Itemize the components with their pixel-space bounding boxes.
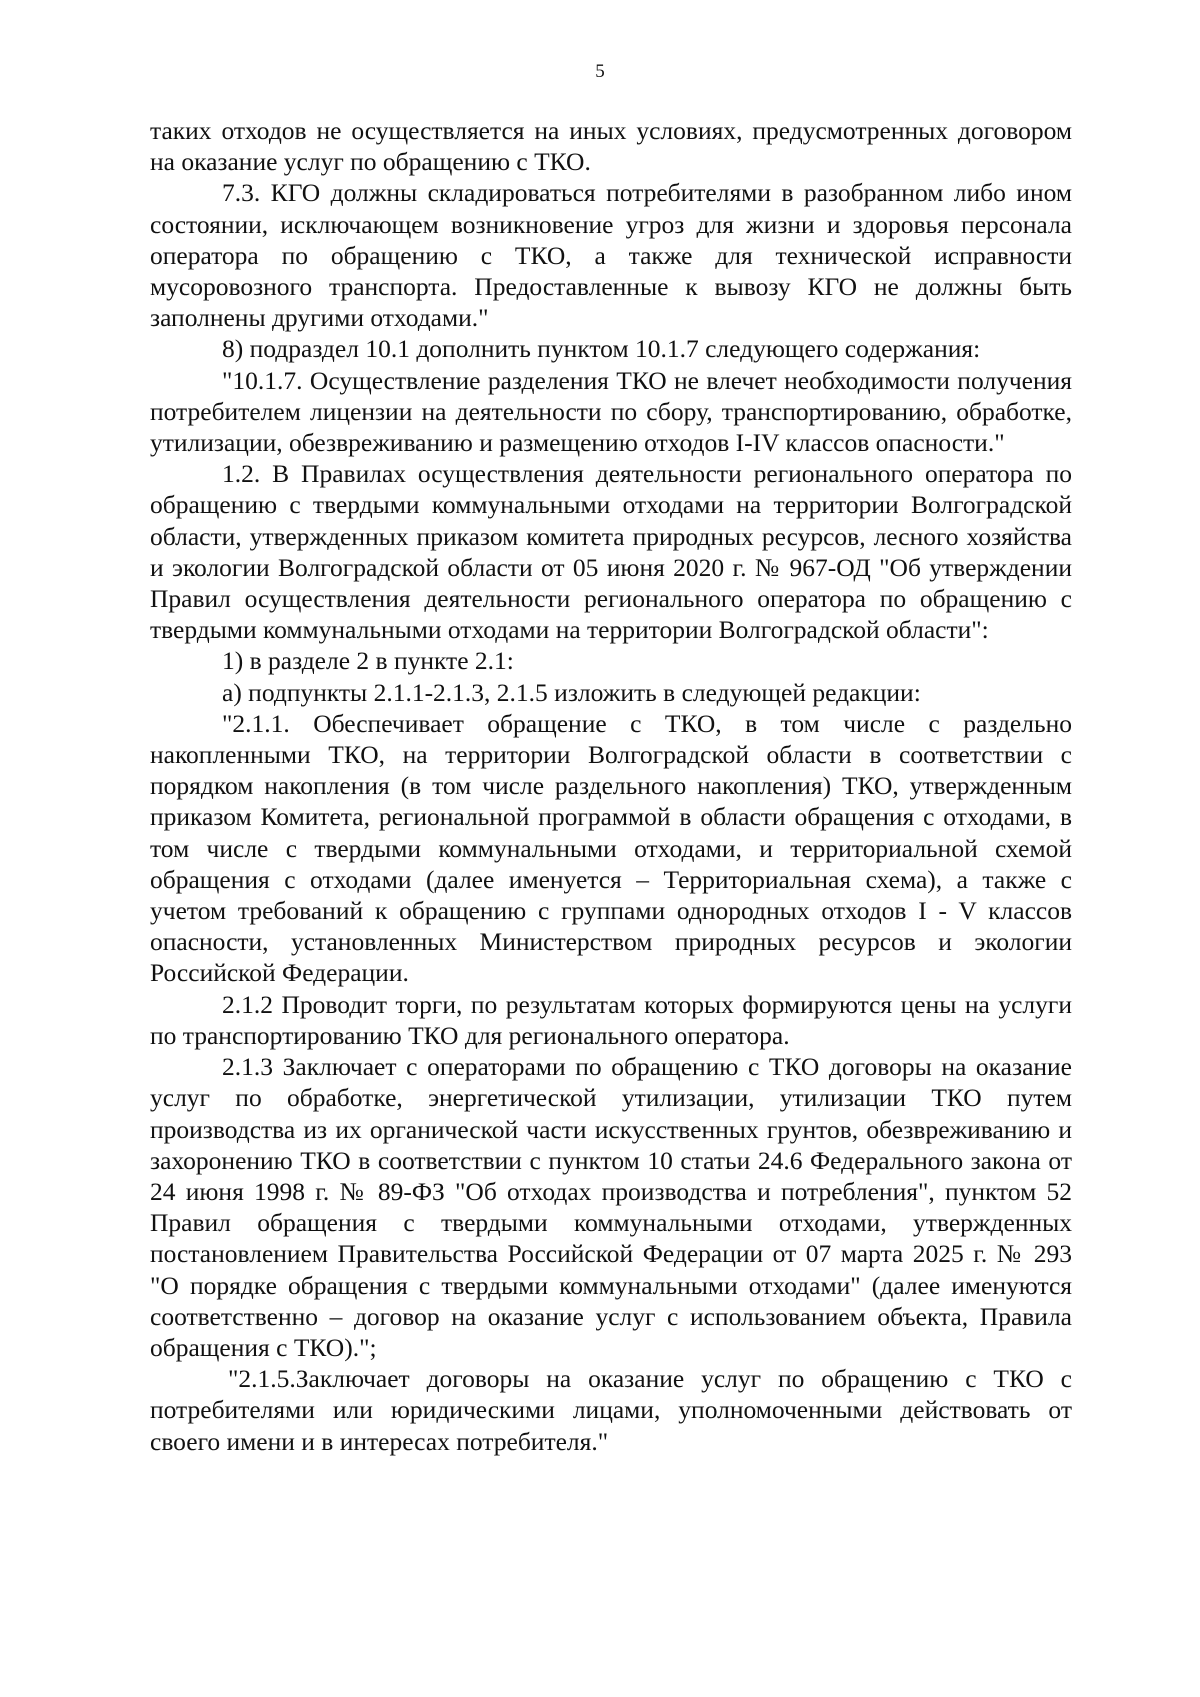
paragraph-2-1-2: 2.1.2 Проводит торги, по результатам которых формируются цены на услуги по транспортированию ТКО для регионального оператора. [150, 989, 1072, 1050]
paragraph-continuation: таких отходов не осуществляется на иных условиях, предусмотренных договором на оказание услуг по обращению с ТКО. [150, 116, 1072, 177]
document-body [150, 115, 1072, 1457]
page-number: 5 [595, 61, 605, 82]
paragraph-item-1: 1) в разделе 2 в пункте 2.1: [222, 646, 514, 676]
paragraph-2-1-3: 2.1.3 Заключает с операторами по обращению с ТКО договоры на оказание услуг по обработке, энергетической утилизации, утилизации ТКО путем производства из их органической части искусственных грунтов, обезвреживанию и захоронению ТКО в соответствии с пунктом 10 статьи 24.6 Федерального закона от 24 июня 1998 г. № 89-ФЗ "Об отходах производства и потребления", пунктом 52 Правил обращения с твердыми коммунальными отходами, утвержденных постановлением Правительства Российской Федерации от 07 марта 2025 г. № 293 "О порядке обращения с твердыми коммунальными отходами" (далее именуются соответственно – договор на оказание услуг с использованием объекта, Правила обращения с ТКО)."; [150, 1052, 1072, 1362]
paragraph-10-1-7: "10.1.7. Осуществление разделения ТКО не влечет необходимости получения потребителем лицензии на деятельности по сбору, транспортированию, обработке, утилизации, обезвреживанию и размещению отходов I-IV классов опасности." [150, 365, 1072, 458]
paragraph-2-1-1: "2.1.1. Обеспечивает обращение с ТКО, в том числе с раздельно накопленными ТКО, на территории Волгоградской области в соответствии с порядком накопления (в том числе раздельного накопления) ТКО, утвержденным приказом Комитета, региональной программой в области обращения с отходами, в том числе с твердыми коммунальными отходами, и территориальной схемой обращения с отходами (далее именуется – Территориальная схема), а также с учетом требований к обращению с группами однородных отходов I - V классов опасности, установленных Министерством природных ресурсов и экологии Российской Федерации. [150, 708, 1072, 988]
paragraph-2-1-5: "2.1.5.Заключает договоры на оказание услуг по обращению с ТКО с потребителями или юридическими лицами, уполномоченными действовать от своего имени и в интересах потребителя." [150, 1364, 1072, 1456]
paragraph-7-3: 7.3. КГО должны складироваться потребителями в разобранном либо ином состоянии, исключающем возникновение угроз для жизни и здоровья персонала оператора по обращению с ТКО, а также для технической исправности мусоровозного транспорта. Предоставленные к вывозу КГО не должны быть заполнены другими отходами." [150, 178, 1072, 333]
paragraph-item-8: 8) подраздел 10.1 дополнить пунктом 10.1.7 следующего содержания: [222, 334, 981, 364]
paragraph-1-2: 1.2. В Правилах осуществления деятельности регионального оператора по обращению с твердыми коммунальными отходами на территории Волгоградской области, утвержденных приказом комитета природных ресурсов, лесного хозяйства и экологии Волгоградской области от 05 июня 2020 г. № 967-ОД "Об утверждении Правил осуществления деятельности регионального оператора по обращению с твердыми коммунальными отходами на территории Волгоградской области": [150, 459, 1072, 645]
paragraph-item-a: а) подпункты 2.1.1-2.1.3, 2.1.5 изложить в следующей редакции: [222, 677, 921, 707]
